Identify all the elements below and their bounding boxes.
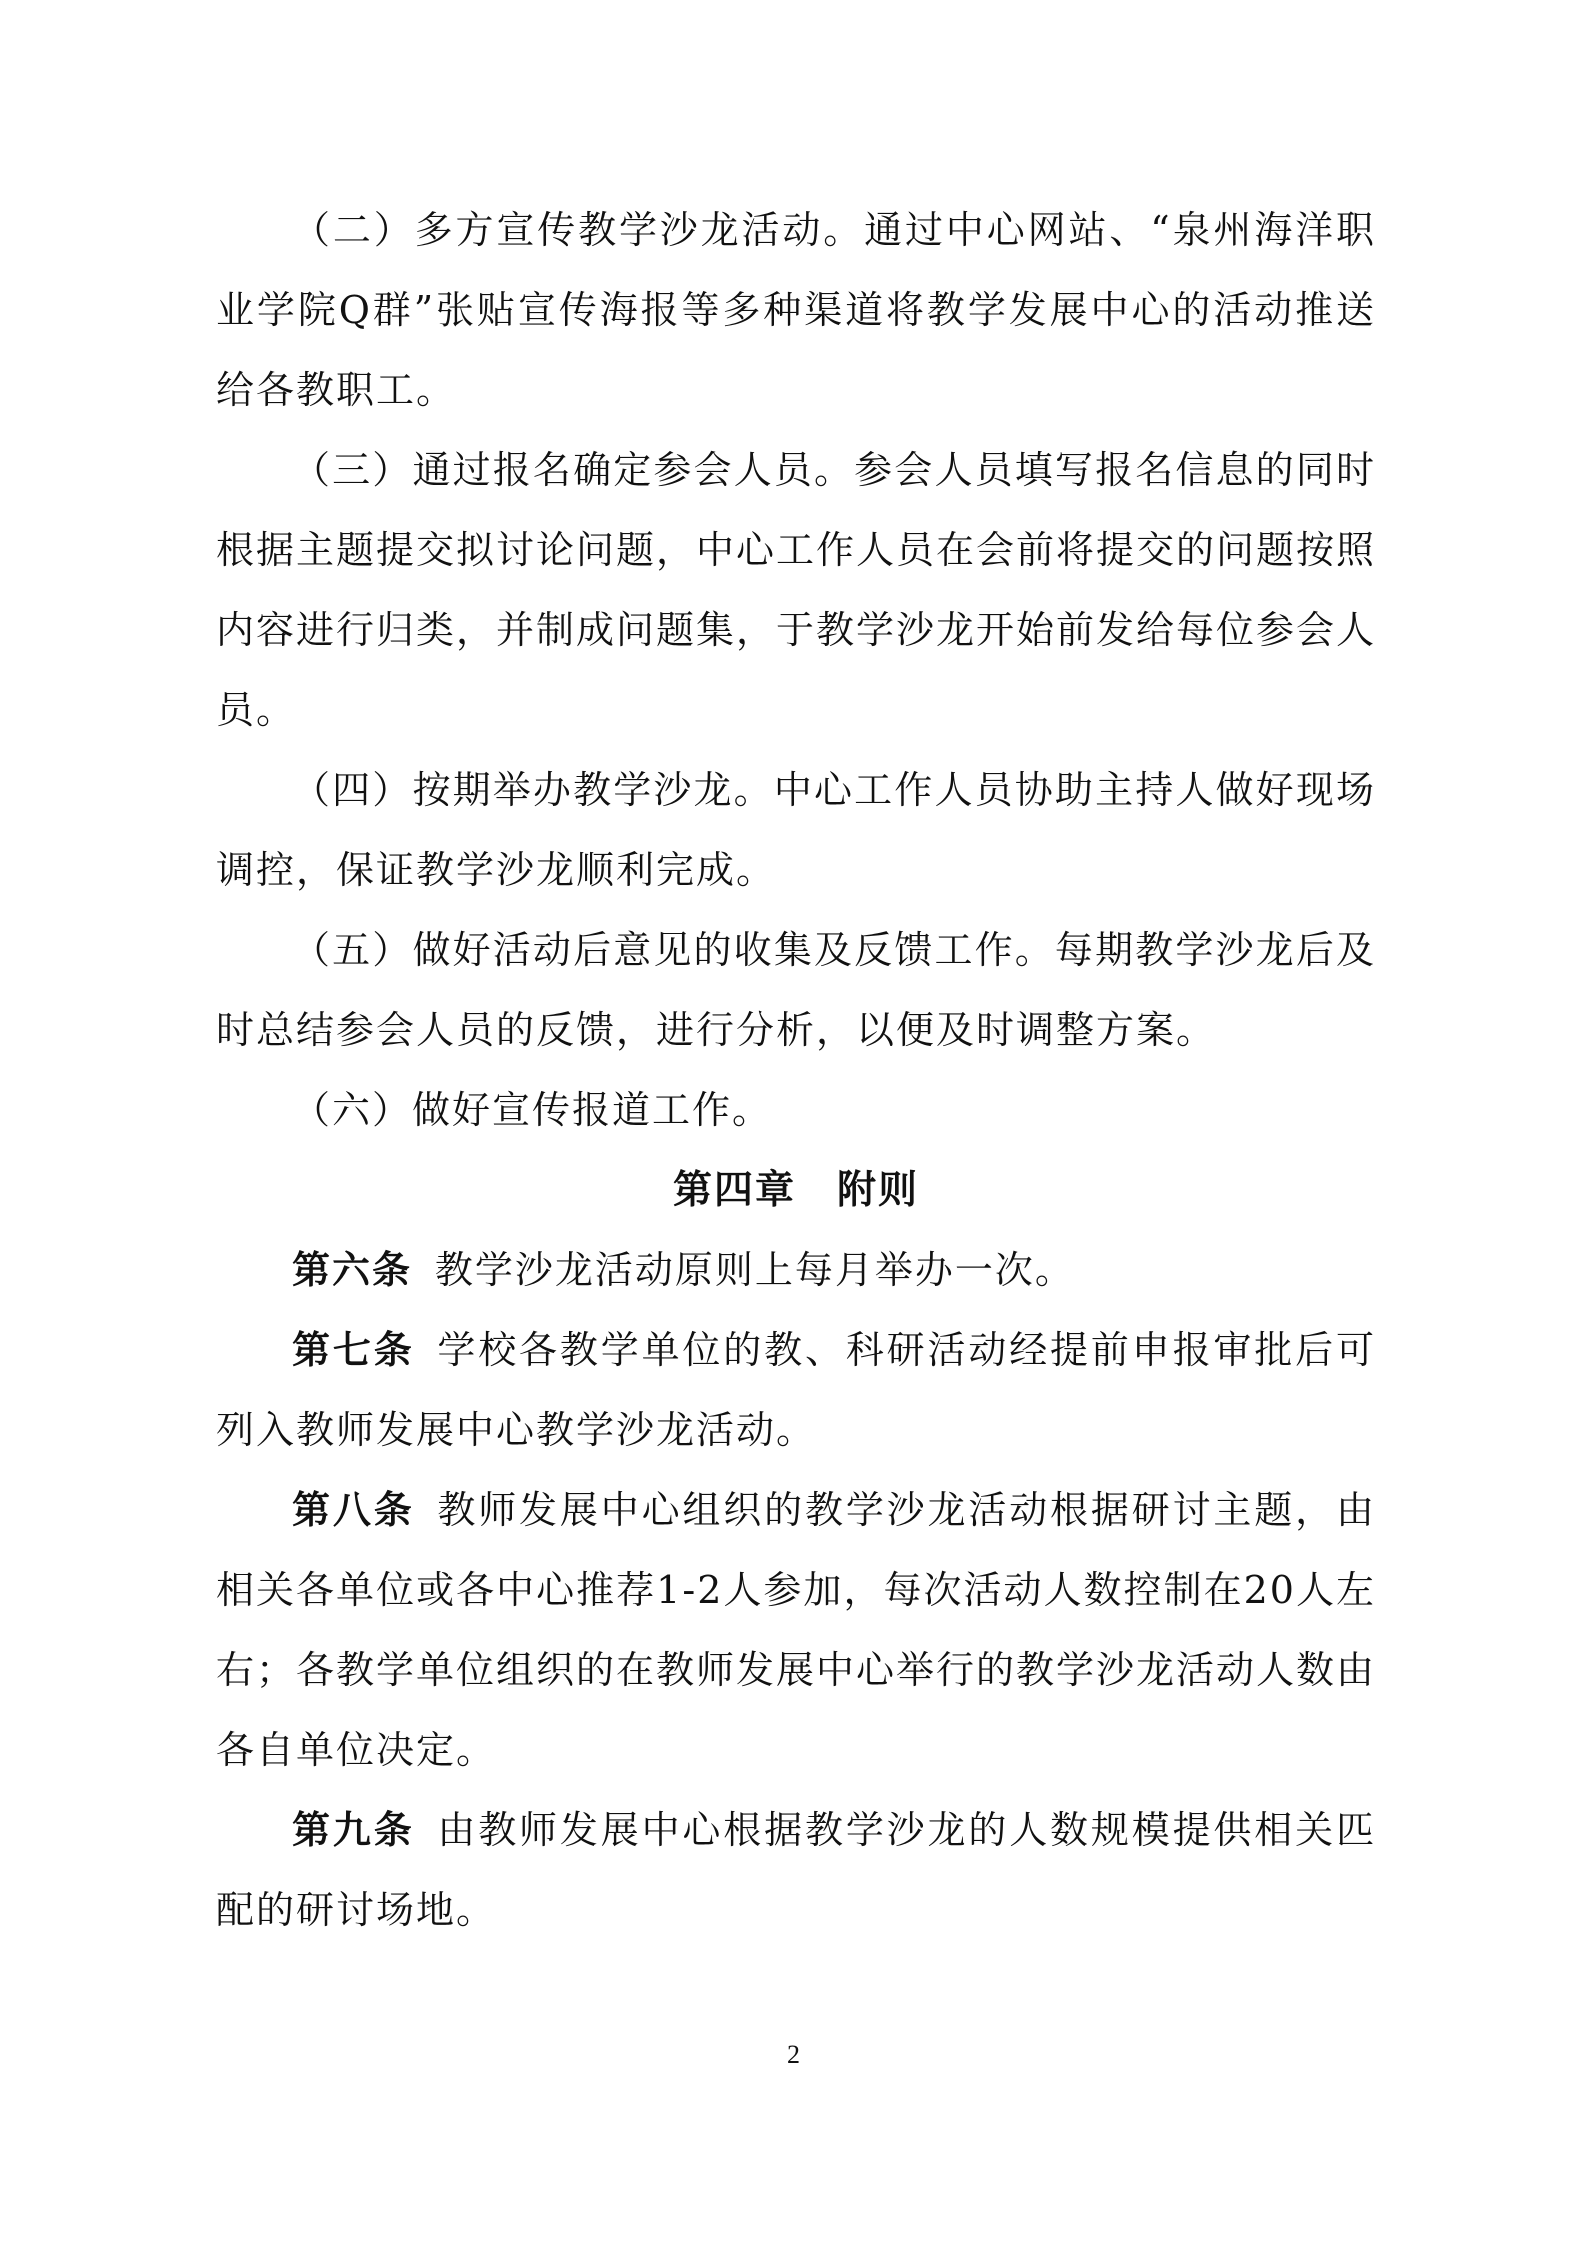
paragraph-4: （四）按期举办教学沙龙。中心工作人员协助主持人做好现场调控，保证教学沙龙顺利完成。 (216, 768, 1376, 892)
paragraph-5: （五）做好活动后意见的收集及反馈工作。每期教学沙龙后及时总结参会人员的反馈，进行分析，以便及时调整方案。 (216, 928, 1376, 1052)
article-9 (216, 1790, 1376, 1950)
paragraph-6: （六）做好宣传报道工作。 (292, 1088, 773, 1132)
article-text: 教学沙龙活动原则上每月举办一次。 (434, 1248, 1075, 1292)
paragraph-3: （三）通过报名确定参会人员。参会人员填写报名信息的同时根据主题提交拟讨论问题，中心工作人员在会前将提交的问题按照内容进行归类，并制成问题集，于教学沙龙开始前发给每位参会人员。 (216, 448, 1377, 732)
article-text: 教师发展中心组织的教学沙龙活动根据研讨主题，由相关各单位或各中心推荐1-2人参加，每次活动人数控制在20人左右；各教学单位组织的在教师发展中心举行的教学沙龙活动人数由各自单位决定。 (216, 1488, 1377, 1772)
article-label: 第八条 (292, 1487, 415, 1532)
article-text: 学校各教学单位的教、科研活动经提前申报审批后可列入教师发展中心教学沙龙活动。 (216, 1328, 1376, 1452)
article-6 (216, 1230, 1376, 1310)
article-7 (216, 1310, 1376, 1470)
article-label: 第七条 (292, 1327, 415, 1372)
article-label: 第九条 (292, 1807, 415, 1852)
paragraph-2: （二）多方宣传教学沙龙活动。通过中心网站、“泉州海洋职业学院Q群”张贴宣传海报等多种渠道将教学发展中心的活动推送给各教职工。 (216, 208, 1376, 412)
chapter-heading: 第四章 附则 (672, 1167, 919, 1213)
document-page (216, 190, 1376, 1950)
article-label: 第六条 (292, 1247, 413, 1292)
page-number: 2 (787, 2040, 800, 2069)
article-8 (216, 1470, 1376, 1790)
article-text: 由教师发展中心根据教学沙龙的人数规模提供相关匹配的研讨场地。 (216, 1808, 1376, 1932)
